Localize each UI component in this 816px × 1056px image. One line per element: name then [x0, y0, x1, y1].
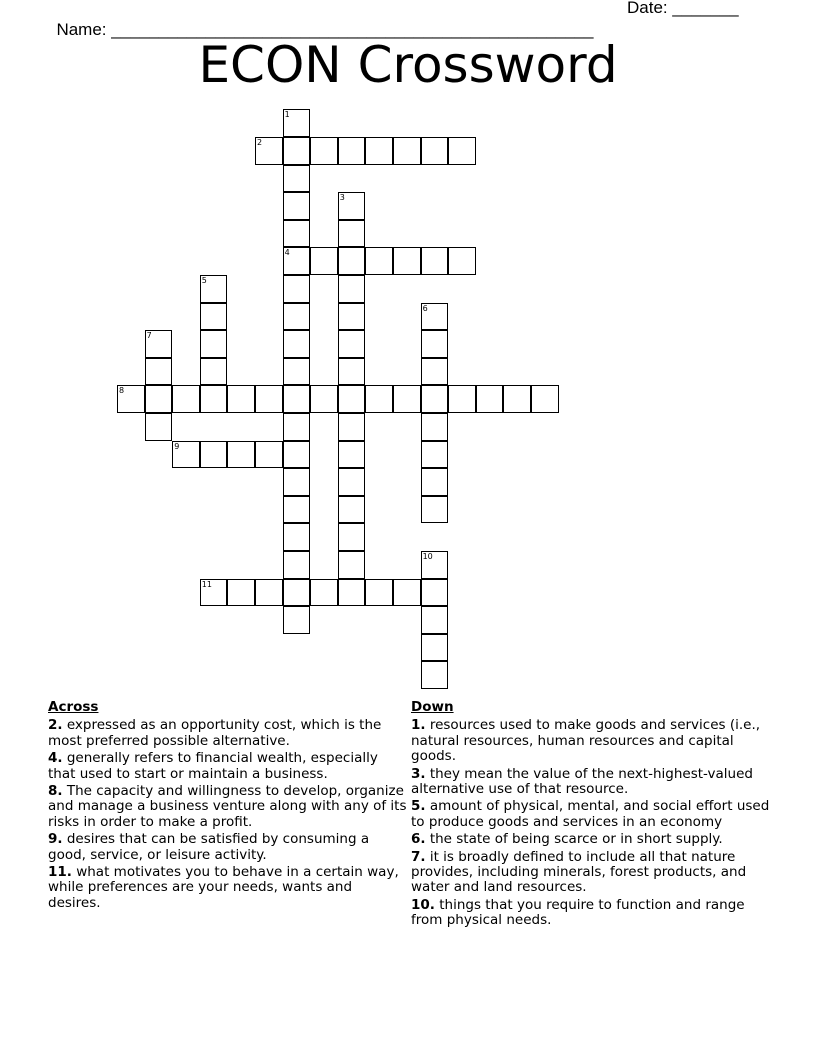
- grid-cell[interactable]: [338, 496, 366, 524]
- grid-cell[interactable]: [393, 137, 421, 165]
- grid-cell[interactable]: [421, 330, 449, 358]
- name-field[interactable]: Name: ___________________________________________________: [56, 20, 594, 39]
- grid-cell[interactable]: [338, 303, 366, 331]
- grid-cell[interactable]: [338, 468, 366, 496]
- across-heading: Across: [48, 699, 99, 715]
- grid-cell[interactable]: [421, 441, 449, 469]
- clue-text: The capacity and willingness to develop, organize and manage a business venture along with any of its risks in order to make a profit.: [48, 783, 407, 830]
- grid-cell[interactable]: [421, 606, 449, 634]
- grid-cell[interactable]: [145, 385, 173, 413]
- clue-item: [411, 718, 771, 764]
- clue-number: 1.: [411, 717, 426, 734]
- clue-number-label: 9: [174, 441, 180, 451]
- grid-cell[interactable]: [531, 385, 559, 413]
- grid-cell[interactable]: [200, 275, 228, 303]
- grid-cell[interactable]: [338, 330, 366, 358]
- grid-cell[interactable]: [365, 247, 393, 275]
- grid-cell[interactable]: [145, 413, 173, 441]
- grid-cell[interactable]: [338, 441, 366, 469]
- grid-cell[interactable]: [200, 330, 228, 358]
- clue-item: [411, 898, 771, 929]
- clue-number: 6.: [411, 831, 426, 848]
- clue-text: the state of being scarce or in short supply.: [425, 831, 723, 848]
- grid-cell[interactable]: [338, 523, 366, 551]
- grid-cell[interactable]: [338, 192, 366, 220]
- grid-cell[interactable]: [283, 496, 311, 524]
- grid-cell[interactable]: [283, 220, 311, 248]
- grid-cell[interactable]: [283, 358, 311, 386]
- clue-number: 5.: [411, 798, 426, 815]
- grid-cell[interactable]: [448, 247, 476, 275]
- clue-number-label: 5: [201, 276, 207, 285]
- grid-cell[interactable]: [283, 330, 311, 358]
- clue-text: things that you require to function and range from physical needs.: [411, 896, 745, 929]
- grid-cell[interactable]: [200, 358, 228, 386]
- grid-cell[interactable]: [283, 413, 311, 441]
- grid-cell[interactable]: [255, 137, 283, 165]
- grid-cell[interactable]: [172, 385, 200, 413]
- clue-number-label: 1: [284, 110, 290, 120]
- grid-cell[interactable]: [227, 441, 255, 469]
- grid-cell[interactable]: [421, 247, 449, 275]
- grid-cell[interactable]: [172, 441, 200, 469]
- grid-cell[interactable]: [365, 579, 393, 607]
- clue-number-label: 10: [422, 552, 433, 561]
- clue-text: expressed as an opportunity cost, which is the most preferred possible alternative.: [48, 717, 382, 749]
- grid-cell[interactable]: [283, 109, 311, 137]
- clue-number-label: 2: [257, 138, 263, 147]
- clue-number: 10.: [411, 896, 435, 913]
- grid-cell[interactable]: [145, 330, 173, 358]
- grid-cell[interactable]: [283, 523, 311, 551]
- grid-cell[interactable]: [476, 385, 504, 413]
- down-heading: Down: [411, 699, 454, 715]
- grid-cell[interactable]: [365, 385, 393, 413]
- across-clues: [48, 700, 408, 913]
- grid-cell[interactable]: [503, 385, 531, 413]
- grid-cell[interactable]: [227, 385, 255, 413]
- grid-cell[interactable]: [283, 137, 311, 165]
- grid-cell[interactable]: [283, 303, 311, 331]
- grid-cell[interactable]: [338, 247, 366, 275]
- clue-text: desires that can be satisfied by consuming a good, service, or leisure activity.: [48, 831, 370, 863]
- grid-cell[interactable]: [283, 192, 311, 220]
- grid-cell[interactable]: [283, 441, 311, 469]
- page-title: ECON Crossword: [198, 36, 618, 94]
- grid-cell[interactable]: [365, 137, 393, 165]
- clue-number: 2.: [48, 717, 63, 734]
- clue-item: [411, 799, 771, 830]
- grid-cell[interactable]: [421, 496, 449, 524]
- clue-text: they mean the value of the next-highest-valued alternative use of that resource.: [411, 765, 753, 798]
- grid-cell[interactable]: [310, 247, 338, 275]
- grid-cell[interactable]: [421, 579, 449, 607]
- clue-number: 11.: [48, 864, 72, 881]
- clue-number: 4.: [48, 750, 63, 767]
- clue-number-label: 6: [422, 303, 428, 313]
- clue-number-label: 11: [201, 579, 212, 589]
- grid-cell[interactable]: [283, 468, 311, 496]
- clue-item: [48, 832, 408, 863]
- grid-cell[interactable]: [448, 137, 476, 165]
- grid-cell[interactable]: [200, 579, 228, 607]
- grid-cell[interactable]: [338, 551, 366, 579]
- grid-cell[interactable]: [338, 275, 366, 303]
- grid-cell[interactable]: [283, 579, 311, 607]
- clue-number: 3.: [411, 765, 426, 782]
- clue-item: [48, 865, 408, 911]
- grid-cell[interactable]: [421, 303, 449, 331]
- clue-item: [48, 751, 408, 782]
- grid-cell[interactable]: [421, 385, 449, 413]
- grid-cell[interactable]: [227, 579, 255, 607]
- clue-text: amount of physical, mental, and social effort used to produce goods and services in an economy: [411, 798, 770, 830]
- clue-text: generally refers to financial wealth, especially that used to start or maintain a business.: [48, 750, 378, 782]
- clue-number: 7.: [411, 848, 426, 865]
- grid-cell[interactable]: [200, 385, 228, 413]
- grid-cell[interactable]: [421, 468, 449, 496]
- grid-cell[interactable]: [283, 165, 311, 193]
- grid-cell[interactable]: [393, 385, 421, 413]
- grid-cell[interactable]: [283, 551, 311, 579]
- clue-item: [411, 850, 771, 896]
- clue-item: [411, 767, 771, 798]
- grid-cell[interactable]: [338, 137, 366, 165]
- grid-cell[interactable]: [283, 385, 311, 413]
- grid-cell[interactable]: [283, 275, 311, 303]
- grid-cell[interactable]: [310, 137, 338, 165]
- grid-cell[interactable]: [338, 579, 366, 607]
- clue-number-label: 7: [146, 331, 152, 341]
- grid-cell[interactable]: [310, 579, 338, 607]
- date-field[interactable]: Date: _______: [627, 0, 739, 17]
- grid-cell[interactable]: [255, 441, 283, 469]
- grid-cell[interactable]: [117, 385, 145, 413]
- clue-text: resources used to make goods and services (i.e., natural resources, human resources and capital goods.: [411, 717, 761, 765]
- grid-cell[interactable]: [255, 579, 283, 607]
- grid-cell[interactable]: [338, 413, 366, 441]
- grid-cell[interactable]: [338, 220, 366, 248]
- grid-cell[interactable]: [393, 247, 421, 275]
- clue-text: it is broadly defined to include all that nature provides, including minerals, forest products, and water and land resources.: [411, 848, 747, 896]
- grid-cell[interactable]: [421, 551, 449, 579]
- clue-number-label: 3: [339, 193, 345, 203]
- grid-cell[interactable]: [393, 579, 421, 607]
- grid-cell[interactable]: [421, 661, 449, 689]
- grid-cell[interactable]: [338, 358, 366, 386]
- grid-cell[interactable]: [283, 247, 311, 275]
- grid-cell[interactable]: [310, 385, 338, 413]
- grid-cell[interactable]: [200, 303, 228, 331]
- clue-number-label: 4: [284, 248, 290, 258]
- grid-cell[interactable]: [421, 413, 449, 441]
- grid-cell[interactable]: [255, 385, 283, 413]
- grid-cell[interactable]: [338, 385, 366, 413]
- clue-text: what motivates you to behave in a certain way, while preferences are your needs, wants and desires.: [48, 864, 399, 911]
- clue-number: 9.: [48, 831, 63, 848]
- grid-cell[interactable]: [421, 137, 449, 165]
- clue-number-label: 8: [119, 386, 125, 396]
- grid-cell[interactable]: [421, 358, 449, 386]
- clue-number: 8.: [48, 783, 63, 800]
- grid-cell[interactable]: [448, 385, 476, 413]
- grid-cell[interactable]: [200, 441, 228, 469]
- clue-item: [48, 718, 408, 749]
- down-clues: [411, 700, 771, 931]
- clue-item: [48, 784, 408, 830]
- grid-cell[interactable]: [283, 606, 311, 634]
- clue-item: [411, 832, 771, 847]
- grid-cell[interactable]: [145, 358, 173, 386]
- grid-cell[interactable]: [421, 634, 449, 662]
